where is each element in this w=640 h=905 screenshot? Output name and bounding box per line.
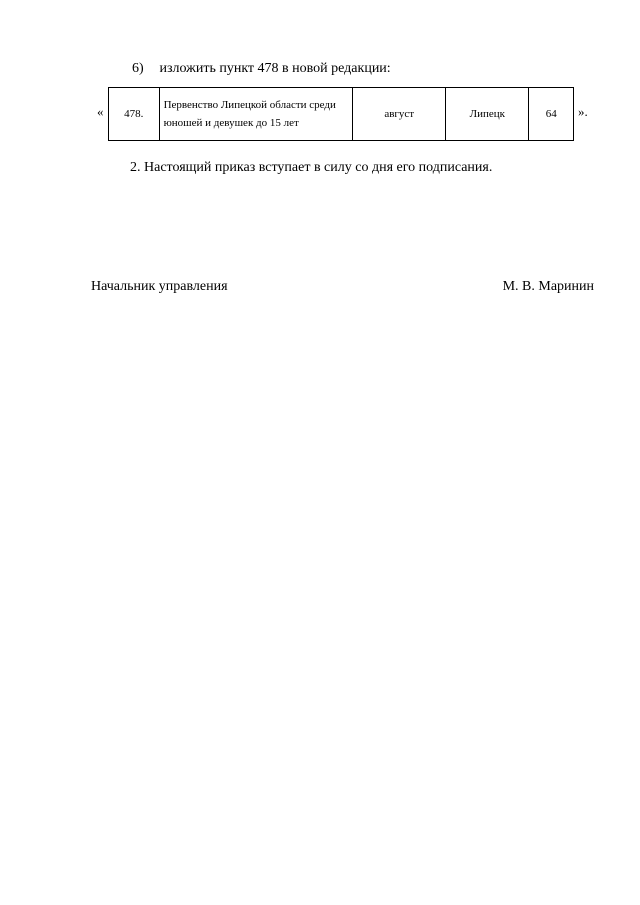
entry-date-cell: август	[353, 88, 446, 141]
item-text: изложить пункт 478 в новой редакции:	[159, 61, 391, 76]
entry-city-cell: Липецк	[446, 88, 529, 141]
entry-name-cell: Первенство Липецкой области среди юношей и девушек до 15 лет	[159, 88, 353, 141]
closing-quote: ».	[578, 104, 588, 119]
entry-count-cell: 64	[529, 88, 574, 141]
effective-date-paragraph: 2. Настоящий приказ вступает в силу со дня его подписания.	[130, 160, 493, 175]
item-number: 6)	[132, 61, 144, 76]
opening-quote: «	[97, 104, 104, 119]
amended-entry-table	[108, 87, 574, 141]
signatory-title: Начальник управления	[91, 279, 228, 294]
entry-number-cell: 478.	[109, 88, 160, 141]
table-row	[109, 88, 574, 141]
signatory-name: М. В. Маринин	[502, 279, 594, 294]
amendment-item	[132, 61, 391, 77]
